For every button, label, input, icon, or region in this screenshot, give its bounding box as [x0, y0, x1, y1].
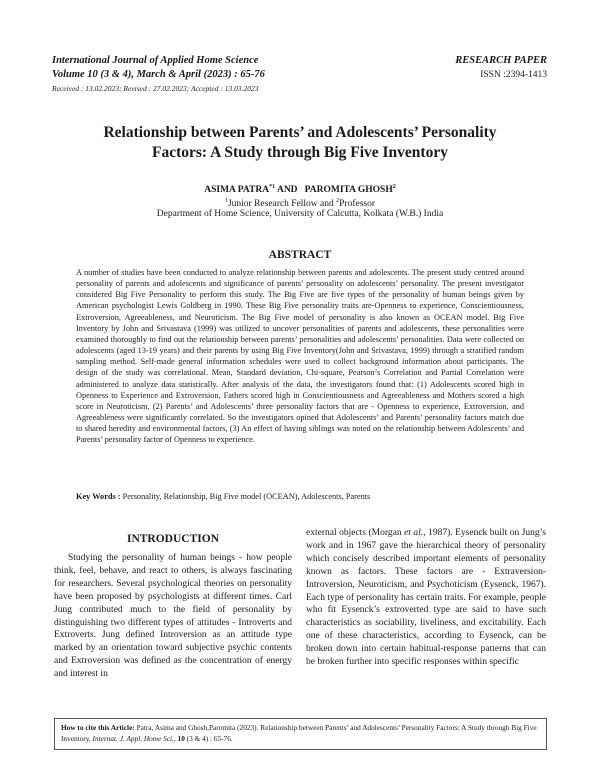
keywords-label: Key Words : [76, 492, 121, 501]
author-2-sup: 2 [392, 184, 396, 190]
body-column-right [306, 527, 546, 669]
keywords-text: Personality, Relationship, Big Five model (OCEAN), Adolescents, Parents [120, 492, 371, 501]
affil-2: Professor [339, 199, 376, 210]
introduction-text-right [306, 527, 546, 669]
citation-sep: , [173, 734, 178, 743]
author-1-sup: *1 [269, 184, 276, 190]
abstract-text: A number of studies have been conducted to analyze relationship between parents and adolescents. The present study centred around personality of parents and adolescents and significance of parents’ personality on adolescents’ personality. The present investigator considered Big Five Personality to perform this study. The Big Five are five types of the personality of human beings given by American psychologist Lewis Goldberg in 1990. These Big Five personality traits are-Openness to experience, Conscientiousness, Extroversion, Agreeableness, and Neuroticism. The Big Five model of personality is also known as OCEAN model. Big Five Inventory by John and Srivastava (1999) was utilized to uncover personalities of parents and adolescents, these personalities were examined thoroughly to find out the relationship between parents’ personalities and adolescents’ personalities. Data were collected on adolescents (aged 13-19 years) and their parents by using Big Five Inventory(John and Srivastava, 1999) through a stratified random sampling method. Self-made general information schedules were used to collect background information about participants. The design of the study was correlational. Mean, Standard deviation, Chi-square, Pearson’s Correlation and Partial Correlation were administered to analyze data statistically. After analysis of the data, the investigators found that: (1) Adolescents scored high in Openness to Experience and Extroversion, Fathers scored high in Conscientiousness and Agreeableness and Mothers scored a high score in Neuroticism, (2) Parents’ and Adolescents’ three personality factors that are - Openness to experience, Extroversion, and Agreeableness were significantly correlated. So the investigators opined that Adolescents’ and Parents’ personality factors match due to shared heredity and environmental factors, (3) An effect of having siblings was noted on the relationship between Adolescents’ and Parents’ personality factor of Openness to experience. [76, 268, 524, 445]
body-column-left [54, 527, 292, 681]
introduction-text-left: Studying the personality of human beings - how people think, feel, behave, and react to others, is always fascinating for researchers. Several psychological theories on personality have been proposed by psychologists at different times. Carl Jung contributed much to the field of personality by distinguishing two different types of attitudes - Introverts and Extroverts. Jung defined Introversion as an attitude type marked by an orientation toward subjective psychic contents and Extroversion was defined as the concentration of energy and interest in [54, 553, 292, 680]
right-text-post: , 1987). Eysenck built on Jung’s work and in 1967 gave the hierarchical theory of personality which concisely described important elements of personality known as factors. These factors are - Extraversion-Introversion, Neuroticism, and Psychoticism (Eysenck, 1967). Each type of personality has certain traits. For example, people who fit Eysenck’s extroverted type are said to have such characteristics as sociability, liveliness, and excitability. Each one of these characteristics, according to Eysenck, can be broken down into certain habitual-response patterns that can be broken further into specific responses within specific [306, 528, 546, 668]
paper-type: RESEARCH PAPER [455, 55, 547, 66]
citation-volume: 10 [177, 734, 185, 743]
journal-dates: Received : 13.02.2023; Revised : 27.02.2023; Accepted : 13.03.2023 [52, 84, 259, 93]
affil-1: Junior Research Fellow and [227, 199, 337, 210]
affil-1-sup: 1 [224, 198, 228, 204]
abstract-heading: ABSTRACT [268, 249, 332, 261]
title-line-1: Relationship between Parents’ and Adolescents’ Personality [103, 124, 497, 141]
citation-text: Patra, Asima and Ghosh,Paromita (2023). Relationship between Parents’ and Adolescents’ Personality Factors: A Study through Big Five Inventory. [61, 723, 537, 743]
right-text-pre: external objects (Morgan [306, 528, 405, 538]
journal-name: International Journal of Applied Home Science [52, 55, 259, 66]
introduction-heading: INTRODUCTION [126, 533, 219, 545]
citation-issue: (3 & 4) : 65-76. [184, 734, 233, 743]
citation-journal: Internat. J. Appl. Home Sci. [92, 734, 174, 743]
citation-label: How to cite this Article: [61, 723, 135, 732]
journal-header [52, 54, 382, 94]
title-line-2: Factors: A Study through Big Five Inventory [152, 144, 448, 161]
right-text-etal: et al. [404, 528, 424, 538]
author-2: PAROMITA GHOSH [304, 185, 393, 196]
issn: ISSN :2394-1413 [480, 70, 547, 80]
citation-box [54, 718, 547, 750]
journal-volume: Volume 10 (3 & 4), March & April (2023) : 65-76 [52, 69, 265, 80]
author-1: ASIMA PATRA [204, 185, 270, 196]
paper-type-block [455, 54, 547, 82]
department: Department of Home Science, University of Calcutta, Kolkata (W.B.) India [156, 209, 444, 219]
author-and: AND [276, 185, 298, 196]
affil-2-sup: 2 [336, 198, 340, 204]
paper-title [60, 123, 540, 163]
keywords [76, 491, 524, 502]
